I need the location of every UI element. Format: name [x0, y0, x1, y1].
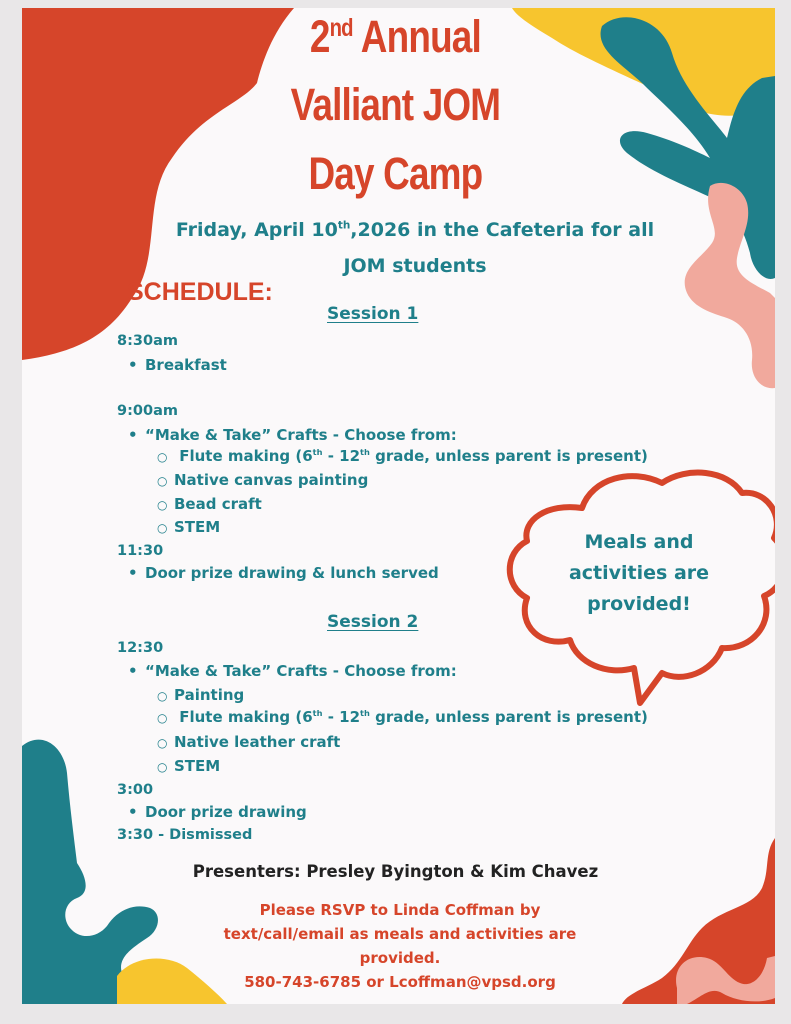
rsvp-contact: 580-743-6785 or Lcoffman@vpsd.org: [244, 973, 556, 991]
dismissed-time: 3:30 - Dismissed: [117, 827, 253, 843]
time-0830: 8:30am: [117, 333, 178, 349]
title-line-1: [71, 11, 720, 62]
rsvp-line-1: Please RSVP to Linda Coffman by: [259, 901, 541, 919]
schedule-heading: SCHEDULE:: [127, 278, 273, 306]
flute-sup-1-2: th: [312, 708, 323, 718]
canvas-painting-item: ○ Native canvas painting: [157, 471, 368, 489]
door-prize-item: • Door prize drawing: [128, 803, 307, 821]
bubble-line-3: provided!: [587, 593, 691, 615]
event-date-sup: th: [337, 219, 351, 232]
rsvp-line-3: provided.: [359, 949, 441, 967]
time-0900: 9:00am: [117, 403, 178, 419]
rsvp-line-2: text/call/email as meals and activities are: [223, 925, 577, 943]
breakfast-item: • Breakfast: [128, 356, 227, 374]
flute-text-c: grade, unless parent is present): [369, 447, 648, 465]
flute-text-b: - 12: [322, 447, 361, 465]
leather-craft-item: ○ Native leather craft: [157, 733, 340, 751]
flute-text-b-2: - 12: [322, 708, 361, 726]
stem-item-session-2: ○ STEM: [157, 757, 220, 775]
title-line-3: Day Camp: [308, 148, 483, 199]
title-ordinal-suffix: nd: [329, 15, 353, 42]
stem-item-session-1: ○ STEM: [157, 518, 220, 536]
flute-sup-2: th: [360, 447, 370, 457]
bubble-line-1: Meals and: [584, 531, 694, 553]
time-0300: 3:00: [117, 782, 154, 798]
event-audience-line: JOM students: [343, 255, 487, 277]
title-line-2: Valliant JOM: [290, 79, 501, 130]
event-date-part2: ,2026 in the Cafeteria for all: [350, 219, 655, 241]
session-2-heading: Session 2: [327, 612, 419, 632]
flute-text-a: Flute making (6: [179, 447, 313, 465]
presenters-line: Presenters: Presley Byington & Kim Chavez: [192, 862, 599, 881]
lunch-item: • Door prize drawing & lunch served: [128, 564, 439, 582]
painting-item: ○ Painting: [157, 686, 244, 704]
flute-text-a-2: Flute making (6: [179, 708, 313, 726]
flute-sup-2-2: th: [360, 708, 370, 718]
crafts-item-session-2: • “Make & Take” Crafts - Choose from:: [128, 662, 457, 680]
crafts-item-session-1: • “Make & Take” Crafts - Choose from:: [128, 426, 457, 444]
event-date-part1: Friday, April 10: [175, 219, 338, 241]
title-ordinal: 2: [309, 11, 330, 62]
bead-craft-item: ○ Bead craft: [157, 495, 262, 513]
event-date-line: [120, 212, 710, 248]
time-1230: 12:30: [117, 640, 164, 656]
session-1-heading: Session 1: [327, 304, 419, 324]
flute-sup-1: th: [312, 447, 323, 457]
title-annual: Annual: [352, 11, 481, 62]
bubble-text: [548, 527, 730, 620]
flute-making-item-session-1: [157, 447, 648, 465]
bubble-line-2: activities are: [568, 562, 710, 584]
flute-text-c-2: grade, unless parent is present): [369, 708, 648, 726]
time-1130: 11:30: [117, 543, 164, 559]
flute-making-item-session-2: [157, 708, 648, 726]
